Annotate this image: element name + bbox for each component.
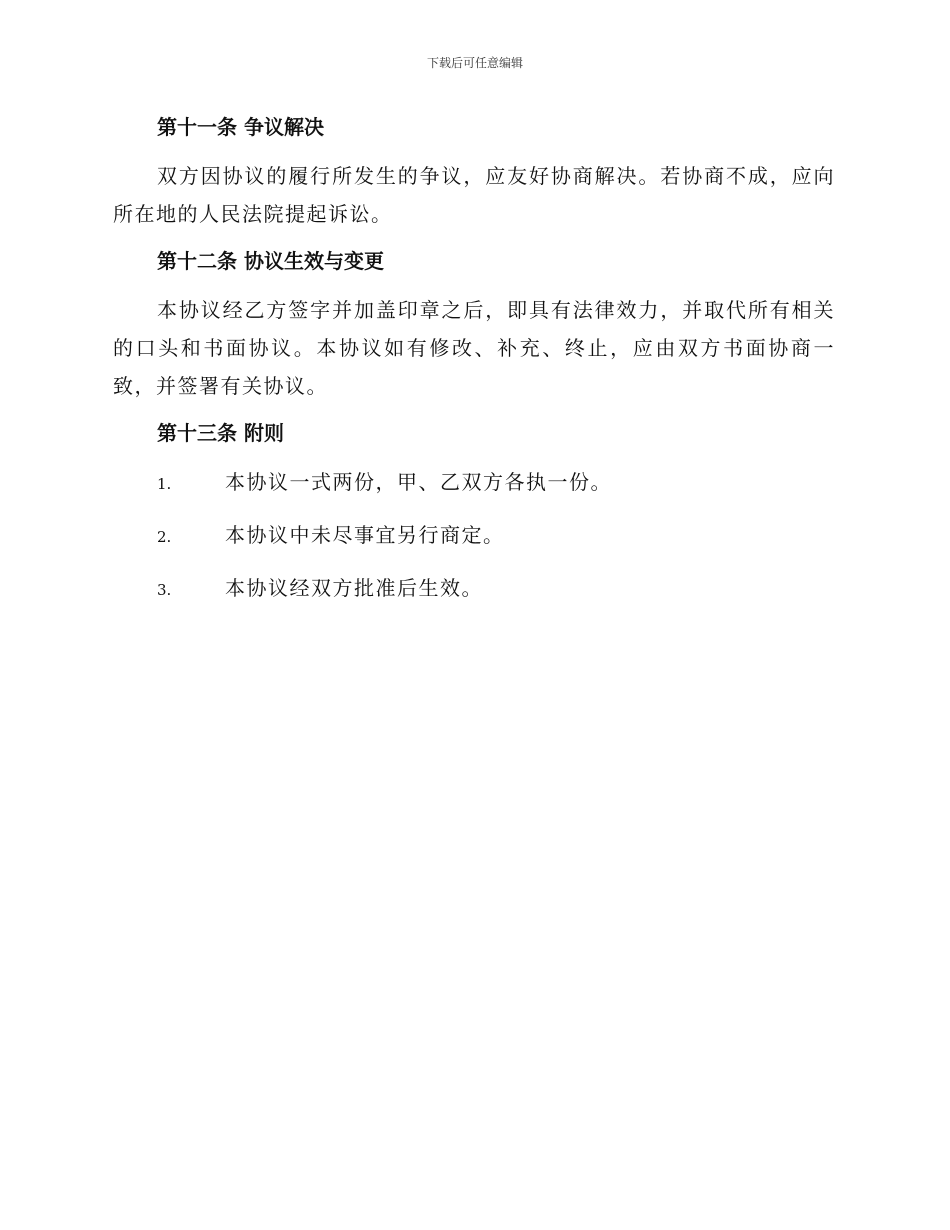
list-item: [113, 463, 835, 503]
list-item-text: 本协议一式两份，甲、乙双方各执一份。: [225, 470, 612, 494]
list-item: [113, 516, 835, 556]
list-item-number: 3.: [157, 581, 172, 599]
list-item-text: 本协议经双方批准后生效。: [225, 576, 483, 600]
section-effect-and-change: [113, 245, 835, 405]
list-item-text: 本协议中未尽事宜另行商定。: [225, 523, 505, 547]
document-body: [113, 111, 835, 622]
section-paragraph: 本协议经乙方签字并加盖印章之后，即具有法律效力，并取代所有相关的口头和书面协议。本协议如有修改、补充、终止，应由双方书面协商一致，并签署有关协议。: [113, 298, 835, 398]
section-heading: 第十三条 附则: [157, 421, 284, 445]
page-header: 下载后可任意编辑: [426, 56, 523, 70]
list-item: [113, 569, 835, 609]
section-heading: 第十一条 争议解决: [157, 115, 324, 139]
section-supplementary: [113, 417, 835, 609]
list-item-number: 1.: [157, 475, 172, 493]
list-item-number: 2.: [157, 528, 172, 546]
section-dispute-resolution: [113, 111, 835, 233]
section-heading: 第十二条 协议生效与变更: [157, 249, 384, 273]
supplementary-list: [113, 463, 835, 609]
section-paragraph: 双方因协议的履行所发生的争议，应友好协商解决。若协商不成，应向所在地的人民法院提起诉讼。: [113, 164, 835, 226]
